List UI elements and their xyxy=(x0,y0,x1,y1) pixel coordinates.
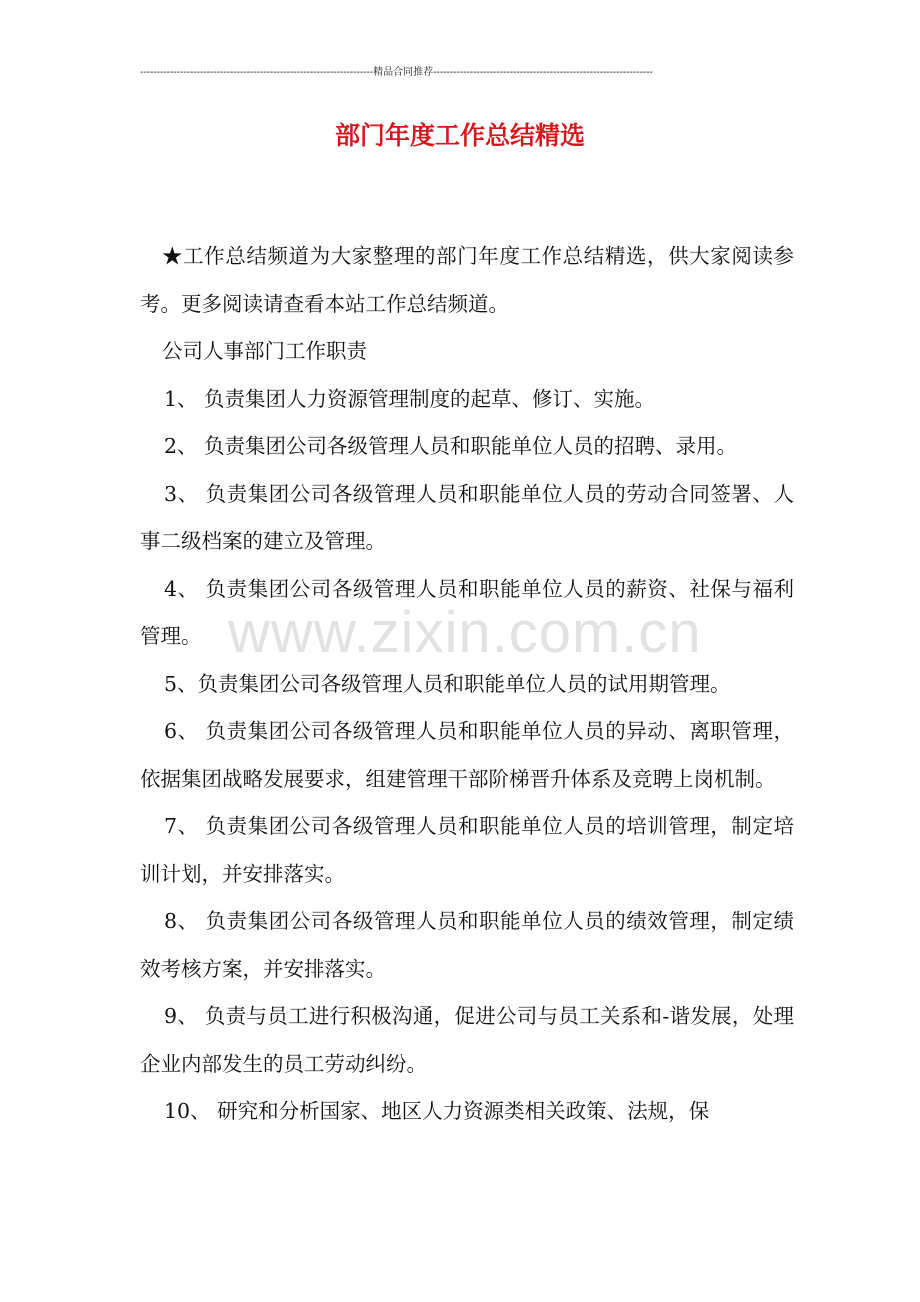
list-item: 9、 负责与员工进行积极沟通，促进公司与员工关系和-谐发展，处理企业内部发生的员工劳动纠纷。 xyxy=(140,1004,794,1076)
list-item: 2、 负责集团公司各级管理人员和职能单位人员的招聘、录用。 xyxy=(164,434,738,458)
list-item: 1、 负责集团人力资源管理制度的起草、修订、实施。 xyxy=(164,386,656,411)
list-item: 7、 负责集团公司各级管理人员和职能单位人员的培训管理，制定培训计划，并安排落实。 xyxy=(140,814,794,886)
page-title: 部门年度工作总结精选 xyxy=(334,121,585,150)
section-heading: 公司人事部门工作职责 xyxy=(162,339,367,363)
list-item: 3、 负责集团公司各级管理人员和职能单位人员的劳动合同签署、人事二级档案的建立及管理。 xyxy=(140,481,794,553)
list-item: 4、 负责集团公司各级管理人员和职能单位人员的薪资、社保与福利管理。 xyxy=(140,576,794,648)
document-body xyxy=(140,233,794,1136)
list-item: 6、 负责集团公司各级管理人员和职能单位人员的异动、离职管理，依据集团战略发展要求，组建管理干部阶梯晋升体系及竞聘上岗机制。 xyxy=(140,719,794,791)
list-item: 10、 研究和分析国家、地区人力资源类相关政策、法规，保 xyxy=(164,1099,710,1123)
watermark: www.zixin.com.cn xyxy=(228,600,702,665)
intro-paragraph: ★工作总结频道为大家整理的部门年度工作总结精选，供大家阅读参考。更多阅读请查看本站工作总结频道。 xyxy=(140,244,794,316)
header-divider: ----------------------------------------------------------------------精品合同推荐------------------------------------------------------------------ xyxy=(140,67,653,78)
list-item: 5、负责集团公司各级管理人员和职能单位人员的试用期管理。 xyxy=(164,671,731,696)
list-item: 8、 负责集团公司各级管理人员和职能单位人员的绩效管理，制定绩效考核方案，并安排落实。 xyxy=(140,909,794,981)
